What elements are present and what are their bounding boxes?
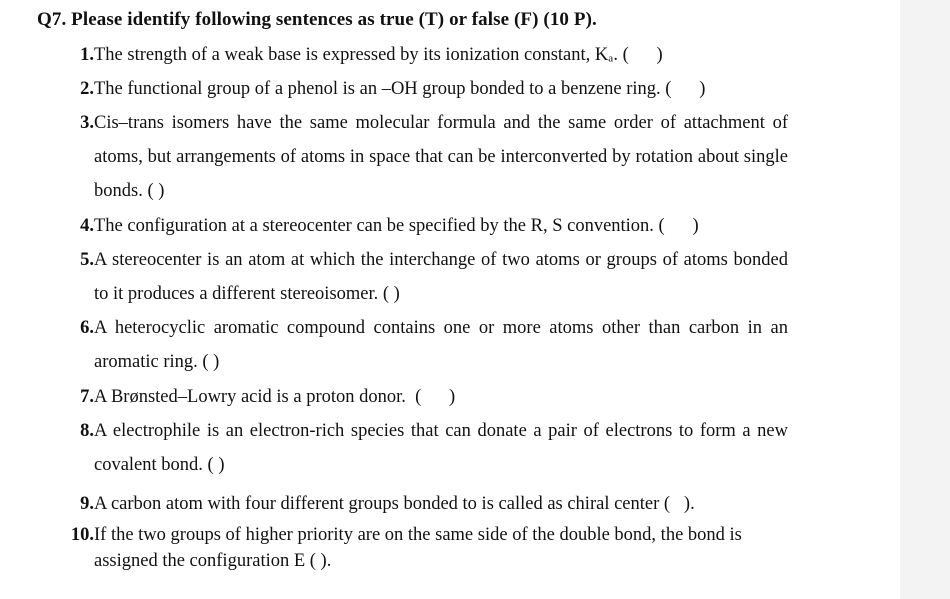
list-item <box>60 311 788 379</box>
list-item <box>60 380 788 414</box>
item-number: 5. <box>80 250 94 270</box>
item-number: 7. <box>80 387 94 407</box>
side-panel <box>900 0 950 599</box>
list-item <box>60 38 788 72</box>
list-item <box>60 106 788 208</box>
item-text: Cis–trans isomers have the same molecular formula and the same order of attachment of atoms, but arrangements of atoms in space that can be interconverted by rotation about single bonds. ( ) <box>94 113 788 201</box>
item-text: If the two groups of higher priority are on the same side of the double bond, the bond is assigned the configuration E ( ). <box>94 525 742 571</box>
item-text: The strength of a weak base is expressed by its ionization constant, Kₐ. ( ) <box>94 45 663 65</box>
question-title: Q7. Please identify following sentences as true (T) or false (F) (10 P). <box>37 9 597 30</box>
item-number: 6. <box>80 318 94 338</box>
list-item <box>60 209 788 243</box>
item-text: The functional group of a phenol is an –OH group bonded to a benzene ring. ( ) <box>94 79 706 99</box>
item-number: 10. <box>70 525 94 545</box>
item-text: A carbon atom with four different groups bonded to is called as chiral center ( ). <box>94 494 695 514</box>
item-text: A heterocyclic aromatic compound contains one or more atoms other than carbon in an aromatic ring. ( ) <box>94 318 788 372</box>
item-text: A stereocenter is an atom at which the interchange of two atoms or groups of atoms bonded to it produces a different stereoisomer. ( ) <box>94 250 788 304</box>
item-number: 3. <box>80 113 94 133</box>
item-number: 4. <box>80 216 94 236</box>
item-number: 1. <box>80 45 94 65</box>
item-text: A Brønsted–Lowry acid is a proton donor. ( ) <box>94 387 456 407</box>
list-item <box>60 72 788 106</box>
list-item <box>60 491 788 517</box>
item-number: 2. <box>80 79 94 99</box>
item-number: 9. <box>80 494 94 514</box>
item-number: 8. <box>80 421 94 441</box>
list-item <box>60 414 788 482</box>
list-item <box>60 243 788 311</box>
item-text: A electrophile is an electron-rich species that can donate a pair of electrons to form a new covalent bond. ( ) <box>94 421 788 475</box>
item-text: The configuration at a stereocenter can be specified by the R, S convention. ( ) <box>94 216 699 236</box>
list-item <box>60 522 788 574</box>
